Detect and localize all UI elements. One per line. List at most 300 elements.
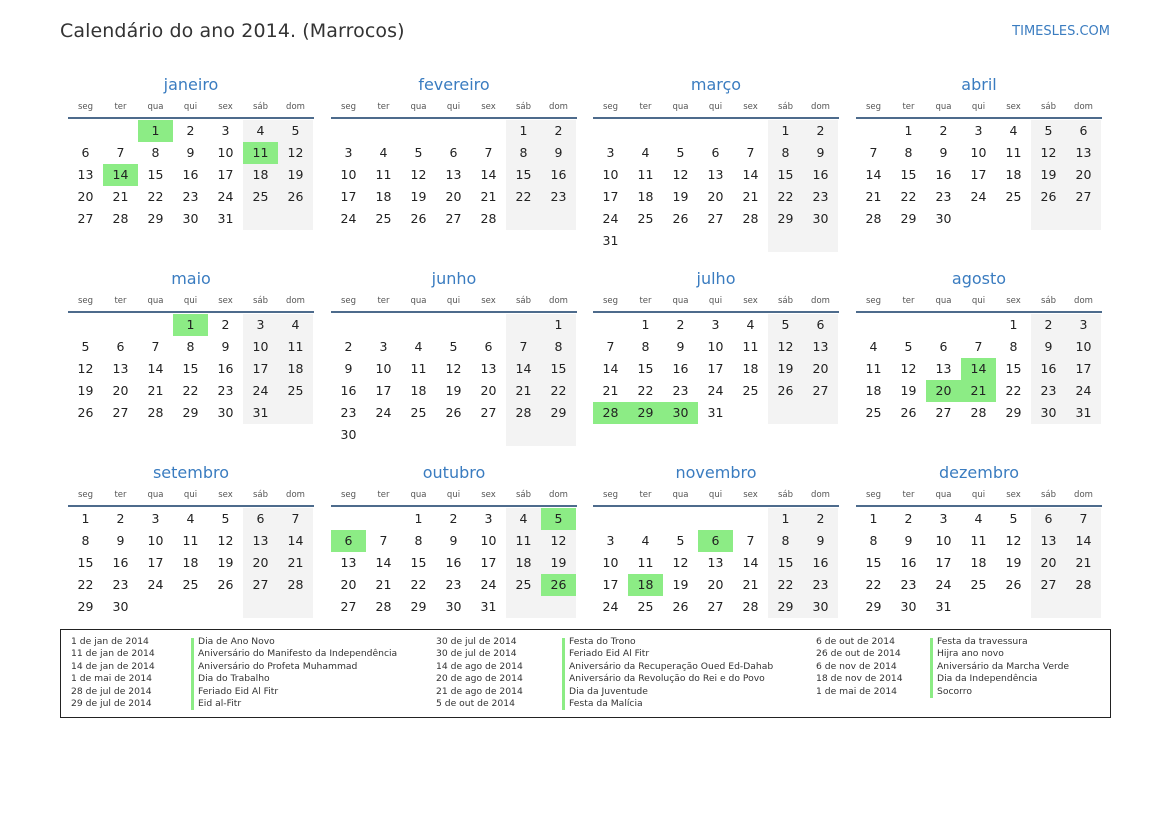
day-cell: 14 [515, 361, 532, 376]
day-cell: 14 [865, 167, 882, 182]
legend-date: 11 de jan de 2014 [71, 648, 155, 660]
weekday-label: dom [1074, 102, 1093, 112]
day-cell: 16 [1040, 361, 1057, 376]
day-cell: 12 [550, 533, 567, 548]
day-cell: 18 [410, 383, 427, 398]
weekday-label: sex [1006, 102, 1021, 112]
day-cell: 2 [186, 123, 195, 138]
day-cell: 5 [1009, 511, 1018, 526]
day-cell: 11 [287, 339, 304, 354]
day-cell: 30 [935, 211, 952, 226]
weekday-label: dom [811, 102, 830, 112]
day-cell: 15 [550, 361, 567, 376]
day-cell: 27 [340, 599, 357, 614]
day-cell: 16 [812, 167, 829, 182]
weekday-label: qua [672, 490, 689, 500]
day-cell: 12 [410, 167, 427, 182]
weekday-label: seg [77, 102, 94, 112]
day-cell: 30 [112, 599, 129, 614]
day-cell: 30 [1040, 405, 1057, 420]
day-cell: 7 [869, 145, 878, 160]
day-cell: 3 [939, 511, 948, 526]
day-cell: 17 [602, 577, 619, 592]
legend-marker [191, 638, 194, 710]
day-cell: 9 [1044, 339, 1053, 354]
legend-holiday-name: Aniversário da Recuperação Oued Ed-Dahab [569, 660, 774, 672]
day-cell: 18 [1005, 167, 1022, 182]
day-cell: 30 [445, 599, 462, 614]
day-cell: 17 [147, 555, 164, 570]
day-cell: 17 [217, 167, 234, 182]
day-cell: 14 [147, 361, 164, 376]
legend-dates-col-3 [816, 636, 903, 698]
weekday-label: sáb [777, 102, 794, 112]
month-divider [331, 311, 577, 313]
day-cell: 13 [707, 167, 724, 182]
day-cell: 2 [1044, 317, 1053, 332]
weekday-label: qua [410, 102, 427, 112]
day-cell: 14 [742, 555, 759, 570]
day-cell: 24 [480, 577, 497, 592]
day-cell: 28 [1075, 577, 1092, 592]
legend-names-col-1 [198, 636, 397, 710]
day-cell: 3 [974, 123, 983, 138]
day-cell: 20 [340, 577, 357, 592]
day-cell: 23 [217, 383, 234, 398]
day-cell: 8 [186, 339, 195, 354]
weekday-label: sáb [252, 296, 269, 306]
weekday-label: dom [811, 296, 830, 306]
day-cell: 9 [816, 533, 825, 548]
weekday-label: dom [549, 490, 568, 500]
legend-date: 1 de mai de 2014 [816, 685, 898, 697]
day-cell: 3 [256, 317, 265, 332]
day-cell: 25 [865, 405, 882, 420]
day-cell: 13 [112, 361, 129, 376]
day-cell: 29 [77, 599, 94, 614]
weekday-label: ter [639, 490, 652, 500]
weekday-label: sáb [1040, 102, 1057, 112]
day-cell: 2 [904, 511, 913, 526]
day-cell: 20 [707, 189, 724, 204]
day-cell: 20 [1040, 555, 1057, 570]
day-cell: 13 [1040, 533, 1057, 548]
day-cell: 4 [641, 533, 650, 548]
day-cell: 20 [77, 189, 94, 204]
day-cell: 7 [519, 339, 528, 354]
weekday-label: ter [902, 490, 915, 500]
day-cell: 28 [742, 211, 759, 226]
day-cell: 24 [602, 211, 619, 226]
day-cell: 8 [641, 339, 650, 354]
day-cell: 27 [480, 405, 497, 420]
day-cell: 31 [252, 405, 269, 420]
weekday-label: qui [708, 102, 723, 112]
day-cell: 26 [672, 211, 689, 226]
day-cell: 10 [147, 533, 164, 548]
day-cell: 15 [182, 361, 199, 376]
day-cell: 29 [900, 211, 917, 226]
day-cell: 26 [77, 405, 94, 420]
day-cell: 20 [445, 189, 462, 204]
weekday-label: seg [77, 490, 94, 500]
day-cell: 24 [147, 577, 164, 592]
weekday-label: qua [147, 490, 164, 500]
day-cell: 5 [449, 339, 458, 354]
weekday-label: seg [340, 102, 357, 112]
day-cell: 23 [340, 405, 357, 420]
holiday-day-cell: 21 [961, 380, 996, 402]
day-cell: 31 [480, 599, 497, 614]
weekday-label: qua [672, 296, 689, 306]
day-cell: 3 [1079, 317, 1088, 332]
day-cell: 16 [935, 167, 952, 182]
legend-holiday-name: Feriado Eid Al Fitr [569, 648, 650, 660]
weekday-label: dom [549, 296, 568, 306]
legend-date: 1 de jan de 2014 [71, 636, 149, 647]
month-title: abril [961, 75, 997, 94]
day-cell: 12 [1005, 533, 1022, 548]
day-cell: 10 [375, 361, 392, 376]
day-cell: 14 [602, 361, 619, 376]
legend-holiday-name: Dia da Juventude [569, 685, 648, 697]
weekday-label: qua [410, 296, 427, 306]
day-cell: 1 [641, 317, 650, 332]
day-cell: 3 [344, 145, 353, 160]
month-title: fevereiro [418, 75, 490, 94]
day-cell: 8 [519, 145, 528, 160]
holiday-day-cell: 28 [593, 402, 628, 424]
day-cell: 22 [550, 383, 567, 398]
weekday-label: qua [935, 490, 952, 500]
day-cell: 14 [375, 555, 392, 570]
legend-date: 5 de out de 2014 [436, 697, 515, 709]
legend-holiday-name: Aniversário da Revolução do Rei e do Povo [569, 673, 765, 685]
month-divider [68, 311, 314, 313]
day-cell: 24 [707, 383, 724, 398]
day-cell: 6 [711, 145, 720, 160]
day-cell: 5 [414, 145, 423, 160]
legend-date: 30 de jul de 2014 [436, 636, 517, 647]
page-title: Calendário do ano 2014. (Marrocos) [60, 20, 405, 42]
day-cell: 18 [375, 189, 392, 204]
day-cell: 30 [812, 211, 829, 226]
day-cell: 30 [900, 599, 917, 614]
day-cell: 25 [970, 577, 987, 592]
day-cell: 8 [1009, 339, 1018, 354]
legend-holiday-name: Festa da Malícia [569, 697, 643, 709]
weekday-label: qui [971, 490, 986, 500]
day-cell: 2 [554, 123, 563, 138]
legend-date: 6 de nov de 2014 [816, 660, 897, 672]
day-cell: 3 [606, 145, 615, 160]
day-cell: 20 [112, 383, 129, 398]
day-cell: 4 [379, 145, 388, 160]
legend-date: 14 de jan de 2014 [71, 660, 155, 672]
day-cell: 27 [1075, 189, 1092, 204]
weekday-label: qua [935, 102, 952, 112]
weekday-label: sáb [515, 490, 532, 500]
weekday-label: dom [811, 490, 830, 500]
day-cell: 21 [287, 555, 304, 570]
holiday-day-cell: 14 [103, 164, 138, 186]
day-cell: 12 [217, 533, 234, 548]
day-cell: 7 [291, 511, 300, 526]
weekday-label: sáb [252, 102, 269, 112]
day-cell: 7 [116, 145, 125, 160]
day-cell: 16 [900, 555, 917, 570]
day-cell: 10 [935, 533, 952, 548]
legend-marker [562, 638, 565, 710]
day-cell: 18 [182, 555, 199, 570]
day-cell: 26 [1005, 577, 1022, 592]
day-cell: 1 [519, 123, 528, 138]
day-cell: 2 [116, 511, 125, 526]
month-title: agosto [951, 269, 1007, 288]
weekday-label: ter [114, 296, 127, 306]
day-cell: 10 [217, 145, 234, 160]
day-cell: 11 [375, 167, 392, 182]
day-cell: 22 [865, 577, 882, 592]
month-title: setembro [152, 463, 230, 482]
day-cell: 22 [147, 189, 164, 204]
weekday-label: qui [446, 296, 461, 306]
day-cell: 14 [480, 167, 497, 182]
holiday-day-cell: 6 [331, 530, 366, 552]
day-cell: 29 [410, 599, 427, 614]
day-cell: 6 [449, 145, 458, 160]
weekday-label: sex [743, 102, 758, 112]
day-cell: 20 [812, 361, 829, 376]
day-cell: 27 [252, 577, 269, 592]
day-cell: 22 [777, 577, 794, 592]
day-cell: 22 [1005, 383, 1022, 398]
day-cell: 21 [480, 189, 497, 204]
day-cell: 11 [1005, 145, 1022, 160]
holiday-day-cell: 6 [698, 530, 733, 552]
day-cell: 13 [812, 339, 829, 354]
day-cell: 26 [672, 599, 689, 614]
day-cell: 8 [781, 533, 790, 548]
day-cell: 8 [904, 145, 913, 160]
day-cell: 5 [676, 145, 685, 160]
day-cell: 15 [147, 167, 164, 182]
day-cell: 25 [637, 211, 654, 226]
day-cell: 28 [970, 405, 987, 420]
day-cell: 23 [1040, 383, 1057, 398]
day-cell: 23 [672, 383, 689, 398]
day-cell: 9 [221, 339, 230, 354]
holiday-day-cell: 26 [541, 574, 576, 596]
day-cell: 15 [865, 555, 882, 570]
day-cell: 4 [641, 145, 650, 160]
day-cell: 28 [480, 211, 497, 226]
day-cell: 17 [707, 361, 724, 376]
legend-holiday-name: Festa da travessura [937, 636, 1028, 647]
day-cell: 21 [1075, 555, 1092, 570]
weekday-label: ter [902, 102, 915, 112]
day-cell: 6 [1079, 123, 1088, 138]
day-cell: 12 [672, 555, 689, 570]
day-cell: 11 [182, 533, 199, 548]
weekday-label: sex [1006, 296, 1021, 306]
day-cell: 25 [637, 599, 654, 614]
day-cell: 23 [112, 577, 129, 592]
month-divider [856, 311, 1102, 313]
weekday-label: seg [865, 102, 882, 112]
weekday-label: seg [865, 490, 882, 500]
day-cell: 11 [970, 533, 987, 548]
day-cell: 15 [410, 555, 427, 570]
day-cell: 21 [515, 383, 532, 398]
weekday-label: sáb [777, 296, 794, 306]
day-cell: 27 [112, 405, 129, 420]
day-cell: 12 [1040, 145, 1057, 160]
day-cell: 24 [375, 405, 392, 420]
day-cell: 11 [637, 167, 654, 182]
day-cell: 30 [182, 211, 199, 226]
day-cell: 1 [781, 123, 790, 138]
day-cell: 4 [519, 511, 528, 526]
day-cell: 26 [287, 189, 304, 204]
legend-marker [930, 638, 933, 698]
day-cell: 29 [1005, 405, 1022, 420]
day-cell: 1 [414, 511, 423, 526]
holiday-day-cell: 1 [173, 314, 208, 336]
day-cell: 6 [939, 339, 948, 354]
day-cell: 22 [637, 383, 654, 398]
day-cell: 26 [777, 383, 794, 398]
day-cell: 24 [340, 211, 357, 226]
weekday-label: seg [865, 296, 882, 306]
day-cell: 22 [77, 577, 94, 592]
day-cell: 29 [182, 405, 199, 420]
legend-holiday-name: Socorro [937, 685, 972, 697]
weekday-label: sex [481, 102, 496, 112]
day-cell: 30 [340, 427, 357, 442]
day-cell: 31 [217, 211, 234, 226]
day-cell: 2 [344, 339, 353, 354]
day-cell: 13 [480, 361, 497, 376]
day-cell: 24 [252, 383, 269, 398]
day-cell: 9 [939, 145, 948, 160]
day-cell: 10 [340, 167, 357, 182]
day-cell: 11 [410, 361, 427, 376]
day-cell: 9 [816, 145, 825, 160]
day-cell: 10 [480, 533, 497, 548]
day-cell: 17 [970, 167, 987, 182]
day-cell: 3 [221, 123, 230, 138]
day-cell: 19 [672, 577, 689, 592]
holiday-day-cell: 14 [961, 358, 996, 380]
legend-date: 21 de ago de 2014 [436, 685, 523, 697]
day-cell: 9 [676, 339, 685, 354]
month-title: maio [171, 269, 211, 288]
day-cell: 27 [935, 405, 952, 420]
day-cell: 21 [147, 383, 164, 398]
day-cell: 28 [742, 599, 759, 614]
day-cell: 5 [81, 339, 90, 354]
weekday-label: ter [377, 102, 390, 112]
day-cell: 5 [291, 123, 300, 138]
day-cell: 19 [550, 555, 567, 570]
legend-names-col-3 [937, 636, 1069, 698]
weekday-label: sex [743, 490, 758, 500]
day-cell: 15 [900, 167, 917, 182]
site-link[interactable]: TIMESLES.COM [1012, 24, 1110, 39]
month-title: janeiro [163, 75, 219, 94]
day-cell: 26 [1040, 189, 1057, 204]
day-cell: 21 [742, 189, 759, 204]
day-cell: 15 [637, 361, 654, 376]
day-cell: 5 [676, 533, 685, 548]
month-divider [331, 117, 577, 119]
day-cell: 20 [707, 577, 724, 592]
day-cell: 1 [869, 511, 878, 526]
day-cell: 8 [414, 533, 423, 548]
day-cell: 18 [252, 167, 269, 182]
day-cell: 18 [742, 361, 759, 376]
day-cell: 5 [781, 317, 790, 332]
month-title: outubro [422, 463, 486, 482]
day-cell: 19 [445, 383, 462, 398]
day-cell: 25 [375, 211, 392, 226]
weekday-label: seg [602, 102, 619, 112]
day-cell: 5 [904, 339, 913, 354]
legend-holiday-name: Dia de Ano Novo [198, 636, 275, 647]
day-cell: 23 [900, 577, 917, 592]
day-cell: 1 [1009, 317, 1018, 332]
day-cell: 2 [816, 511, 825, 526]
day-cell: 18 [637, 189, 654, 204]
month-title: dezembro [939, 463, 1019, 482]
day-cell: 25 [252, 189, 269, 204]
day-cell: 8 [781, 145, 790, 160]
weekday-label: seg [77, 296, 94, 306]
legend-names-col-2 [569, 636, 773, 710]
month-divider [593, 117, 839, 119]
weekday-label: dom [1074, 296, 1093, 306]
day-cell: 13 [340, 555, 357, 570]
day-cell: 21 [375, 577, 392, 592]
day-cell: 24 [217, 189, 234, 204]
weekday-label: qua [147, 296, 164, 306]
day-cell: 24 [1075, 383, 1092, 398]
day-cell: 29 [865, 599, 882, 614]
weekday-label: dom [286, 296, 305, 306]
weekday-label: ter [639, 102, 652, 112]
holiday-day-cell: 30 [663, 402, 698, 424]
day-cell: 24 [935, 577, 952, 592]
day-cell: 6 [81, 145, 90, 160]
day-cell: 19 [672, 189, 689, 204]
day-cell: 15 [515, 167, 532, 182]
holiday-day-cell: 20 [926, 380, 961, 402]
day-cell: 11 [515, 533, 532, 548]
day-cell: 13 [707, 555, 724, 570]
day-cell: 31 [707, 405, 724, 420]
weekday-label: ter [114, 490, 127, 500]
day-cell: 3 [379, 339, 388, 354]
day-cell: 19 [410, 189, 427, 204]
day-cell: 8 [151, 145, 160, 160]
day-cell: 19 [287, 167, 304, 182]
month-title: julho [696, 269, 736, 288]
weekday-label: ter [377, 296, 390, 306]
day-cell: 29 [777, 211, 794, 226]
day-cell: 4 [186, 511, 195, 526]
day-cell: 10 [602, 555, 619, 570]
